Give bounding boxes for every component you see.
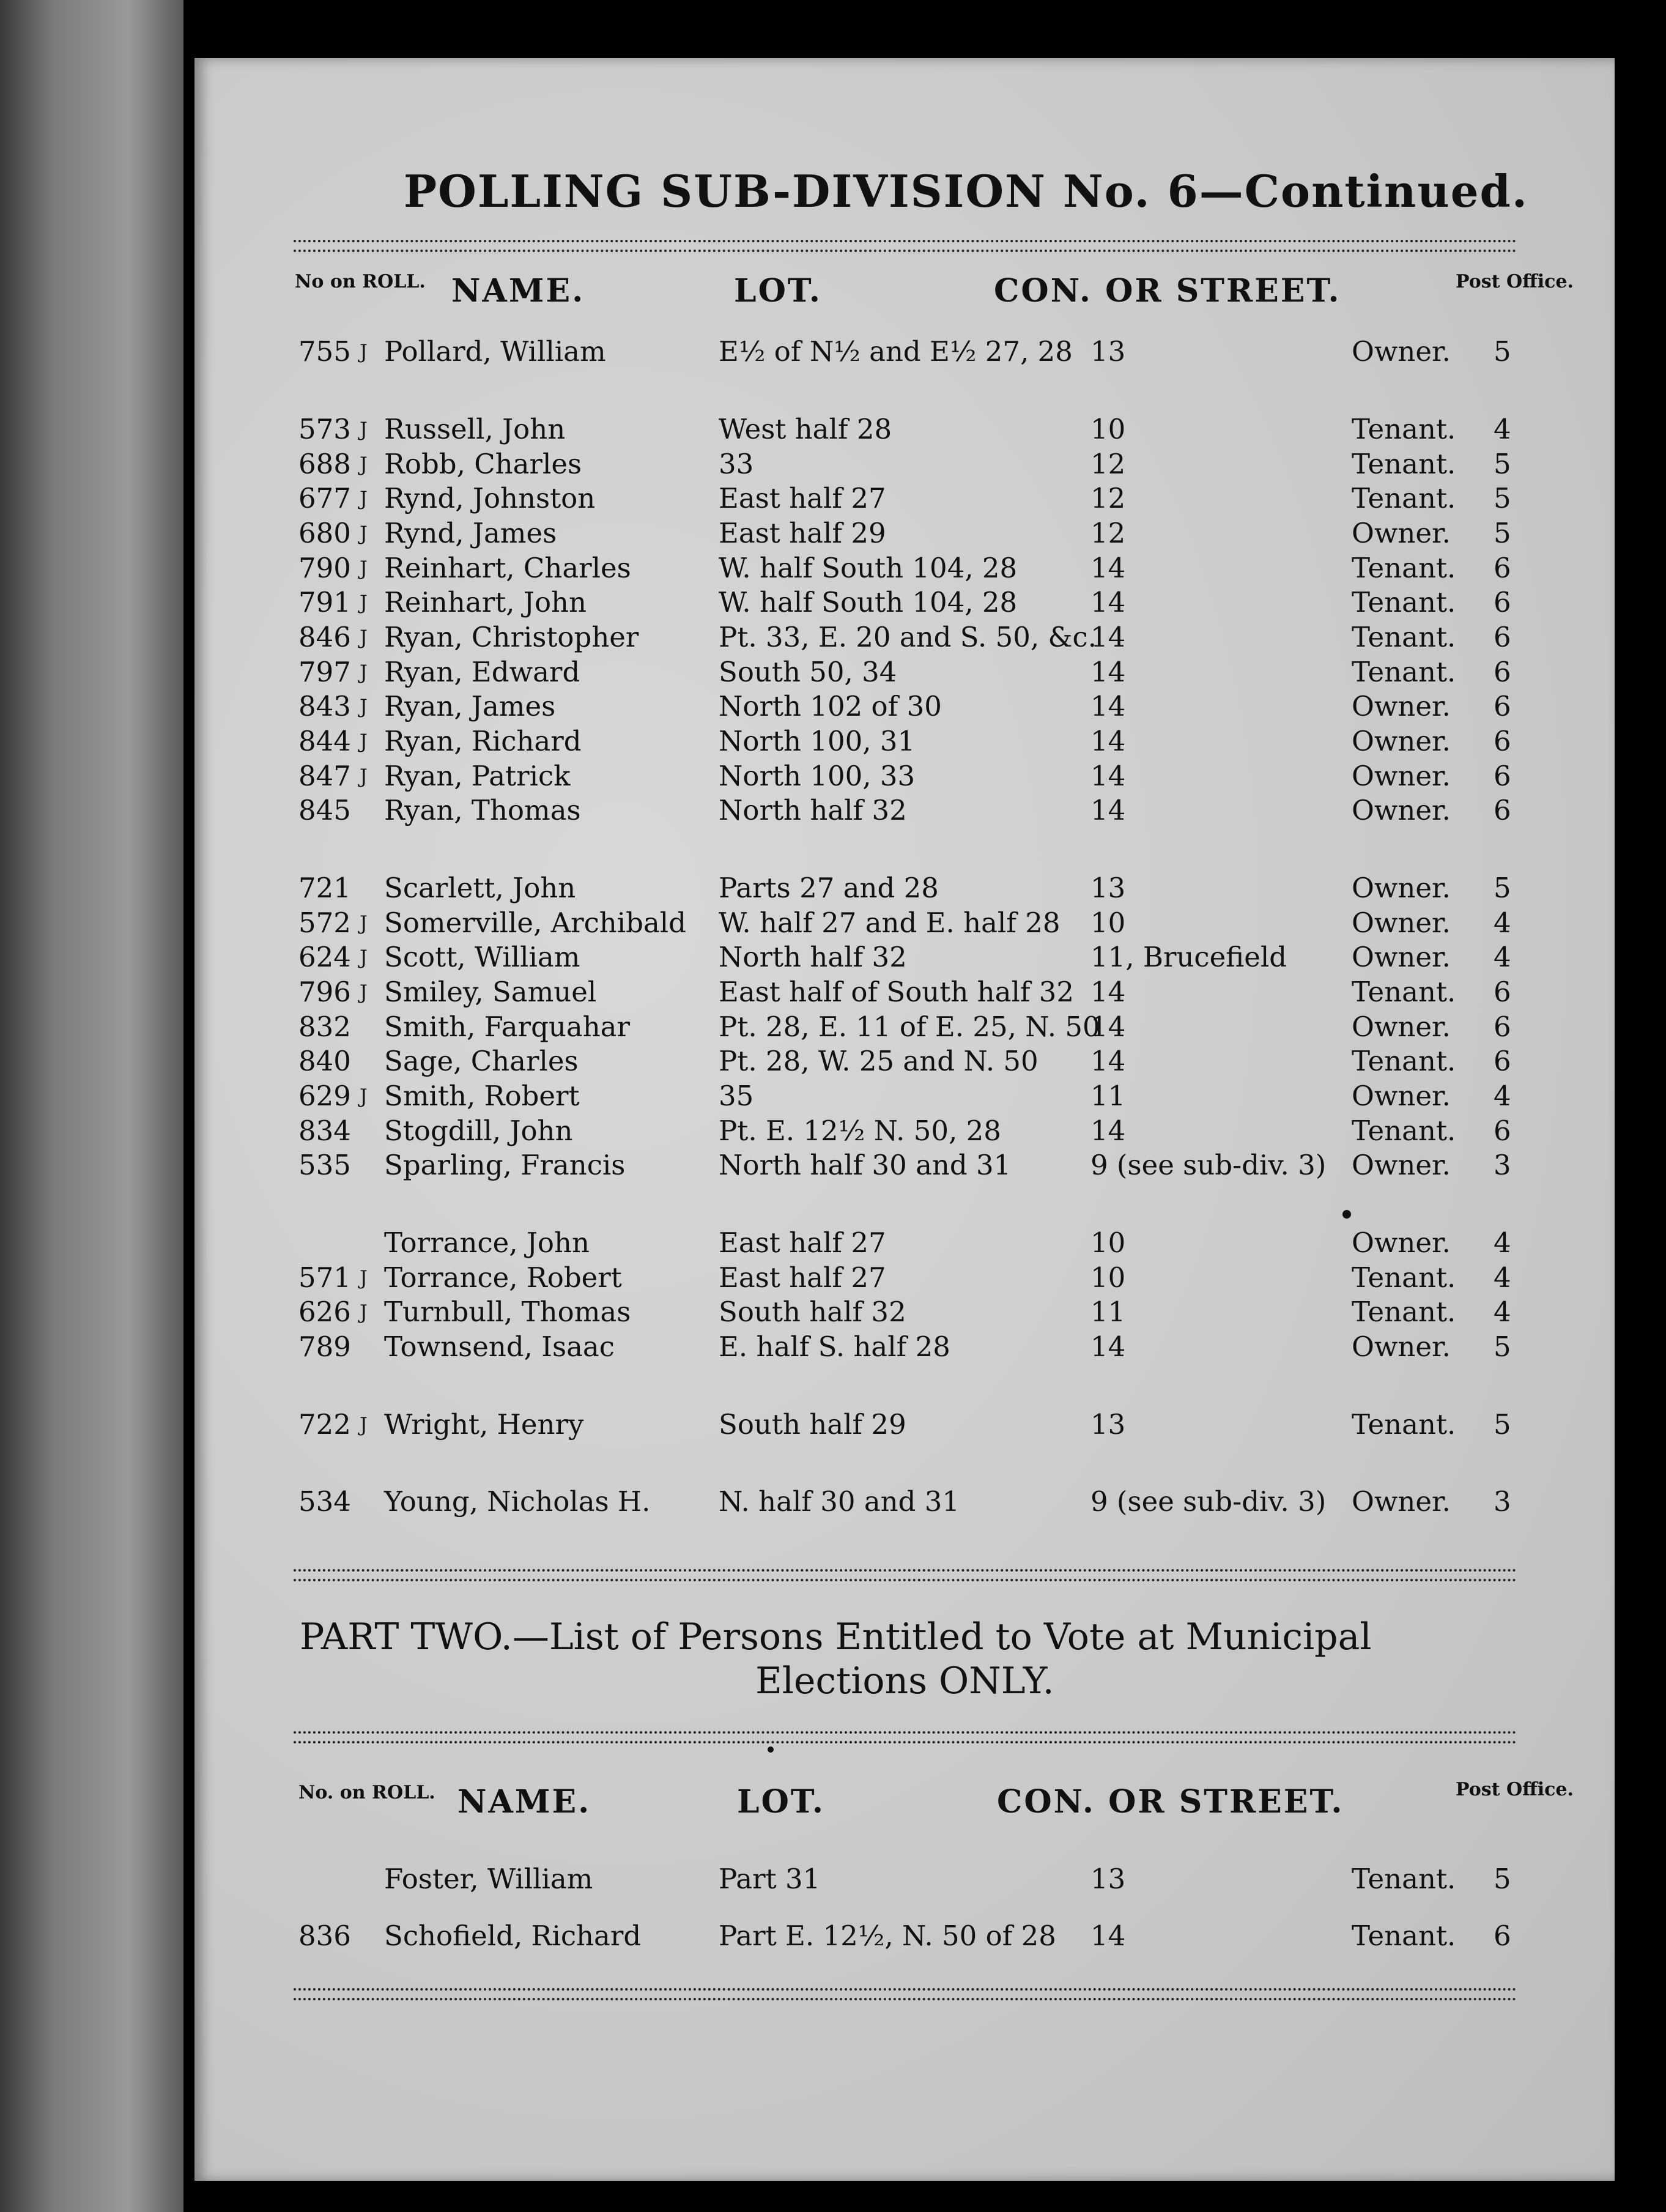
cell-no: 789 [298,1331,351,1363]
header-con-or-street: CON. OR STREET. [994,272,1341,310]
cell-po: 5 [1494,335,1511,368]
cell-con: 14 [1090,725,1126,757]
cell-no: 535 [298,1149,351,1181]
cell-con: 14 [1090,1331,1126,1363]
cell-no: 677 [298,482,351,514]
cell-lot: North half 30 and 31 [719,1149,1012,1181]
cell-con: 10 [1090,1227,1126,1259]
cell-no: 680 [298,517,351,549]
cell-lot: 35 [719,1080,754,1112]
cell-status: Owner. [1352,1485,1451,1518]
cell-name: Rynd, Johnston [384,482,596,514]
cell-status: Tenant. [1352,482,1456,514]
cell-po: 6 [1494,760,1511,792]
cell-no: 572 [298,907,351,939]
cell-lot: E. half S. half 28 [719,1331,950,1363]
cell-no: 834 [298,1115,351,1147]
cell-name: Sage, Charles [384,1045,579,1077]
cell-j: J [360,1085,368,1108]
table-row [0,1296,1666,1330]
cell-lot: W. half South 104, 28 [719,586,1018,618]
cell-name: Turnbull, Thomas [384,1296,631,1328]
cell-no: 844 [298,725,351,757]
cell-lot: Pt. 33, E. 20 and S. 50, &c. [719,621,1097,653]
cell-con: 14 [1090,760,1126,792]
cell-po: 5 [1494,1408,1511,1441]
table-row [0,1485,1666,1520]
cell-lot: Part E. 12½, N. 50 of 28 [719,1920,1056,1952]
cell-no: 796 [298,976,351,1008]
section-divider [294,1569,1517,1581]
table-row [0,794,1666,828]
table-row [0,941,1666,975]
cell-name: Foster, William [384,1863,593,1895]
cell-po: 6 [1494,1011,1511,1043]
table-row [0,1261,1666,1296]
cell-con: 10 [1090,1261,1126,1294]
cell-status: Tenant. [1352,448,1456,480]
cell-name: Torrance, John [384,1227,590,1259]
table-row [0,586,1666,620]
cell-status: Owner. [1352,1227,1451,1259]
cell-lot: W. half 27 and E. half 28 [719,907,1061,939]
cell-status: Tenant. [1352,1296,1456,1328]
cell-con: 14 [1090,794,1126,826]
cell-name: Reinhart, Charles [384,552,631,584]
cell-po: 4 [1494,1296,1511,1328]
table-row [0,976,1666,1010]
cell-j: J [360,1266,368,1290]
part-two-line2: Elections ONLY. [755,1660,1054,1702]
cell-po: 6 [1494,1920,1511,1952]
cell-no: 840 [298,1045,351,1077]
cell-name: Townsend, Isaac [384,1331,615,1363]
cell-j: J [360,557,368,580]
cell-lot: North 100, 31 [719,725,916,757]
cell-con: 10 [1090,413,1126,445]
cell-j: J [360,730,368,753]
cell-po: 3 [1494,1485,1511,1518]
table-row [0,482,1666,516]
header-name: NAME. [451,272,585,310]
table-row [0,1080,1666,1114]
ink-speck [1342,1210,1351,1219]
cell-con: 14 [1090,586,1126,618]
cell-status: Owner. [1352,690,1451,722]
ink-speck [768,1746,774,1753]
cell-po: 3 [1494,1149,1511,1181]
page-title: POLLING SUB-DIVISION No. 6—Continued. [404,165,1528,217]
part-two-divider [294,1731,1517,1743]
cell-status: Tenant. [1352,976,1456,1008]
table-row [0,552,1666,586]
cell-po: 6 [1494,621,1511,653]
cell-j: J [360,487,368,510]
header-post-office: Post Office. [1456,271,1574,292]
table-row [0,872,1666,906]
cell-no: 629 [298,1080,351,1112]
cell-po: 5 [1494,448,1511,480]
cell-lot: Pt. 28, E. 11 of E. 25, N. 50 [719,1011,1100,1043]
cell-con: 12 [1090,517,1126,549]
cell-status: Owner. [1352,907,1451,939]
cell-name: Smiley, Samuel [384,976,597,1008]
cell-no: 847 [298,760,351,792]
p2-header-lot: LOT. [737,1783,825,1820]
cell-no: 624 [298,941,351,973]
cell-name: Russell, John [384,413,566,445]
cell-lot: 33 [719,448,754,480]
table-row [0,1920,1666,1954]
cell-status: Tenant. [1352,1863,1456,1895]
cell-po: 4 [1494,907,1511,939]
cell-status: Owner. [1352,760,1451,792]
cell-name: Stogdill, John [384,1115,573,1147]
table-row [0,1011,1666,1045]
cell-con: 9 (see sub-div. 3) [1090,1485,1327,1518]
cell-po: 6 [1494,1045,1511,1077]
cell-po: 6 [1494,690,1511,722]
cell-name: Torrance, Robert [384,1261,622,1294]
table-row [0,725,1666,759]
bottom-divider [294,1988,1517,2000]
cell-lot: North half 32 [719,941,907,973]
cell-no: 721 [298,872,351,904]
p2-header-post-office: Post Office. [1456,1779,1574,1800]
cell-status: Tenant. [1352,1115,1456,1147]
cell-con: 14 [1090,1011,1126,1043]
p2-header-con-or-street: CON. OR STREET. [997,1783,1344,1820]
cell-con: 14 [1090,552,1126,584]
cell-po: 5 [1494,482,1511,514]
cell-name: Reinhart, John [384,586,587,618]
cell-j: J [360,765,368,788]
cell-status: Owner. [1352,725,1451,757]
table-row [0,1331,1666,1365]
cell-no: 836 [298,1920,351,1952]
cell-po: 4 [1494,1080,1511,1112]
cell-lot: North half 32 [719,794,907,826]
part-two-heading [300,1615,1523,1703]
cell-status: Owner. [1352,517,1451,549]
cell-status: Owner. [1352,941,1451,973]
cell-name: Ryan, Edward [384,656,580,688]
cell-status: Owner. [1352,1331,1451,1363]
cell-name: Ryan, Thomas [384,794,581,826]
cell-name: Wright, Henry [384,1408,584,1441]
cell-con: 10 [1090,907,1126,939]
cell-no: 832 [298,1011,351,1043]
cell-lot: Part 31 [719,1863,821,1895]
cell-name: Somerville, Archibald [384,907,686,939]
table-row [0,1045,1666,1079]
cell-status: Tenant. [1352,1261,1456,1294]
cell-name: Ryan, Richard [384,725,582,757]
cell-con: 11, Brucefield [1090,941,1287,973]
cell-po: 6 [1494,552,1511,584]
cell-no: 755 [298,335,351,368]
cell-no: 688 [298,448,351,480]
cell-name: Scarlett, John [384,872,576,904]
cell-lot: East half 29 [719,517,886,549]
cell-name: Pollard, William [384,335,606,368]
cell-name: Smith, Farquahar [384,1011,631,1043]
table-row [0,517,1666,551]
part-two-line1: PART TWO.—List of Persons Entitled to Vote at Municipal [300,1616,1372,1658]
cell-no: 791 [298,586,351,618]
header-lot: LOT. [734,272,822,310]
cell-name: Ryan, James [384,690,556,722]
cell-j: J [360,340,368,363]
cell-status: Owner. [1352,1149,1451,1181]
cell-con: 13 [1090,1408,1126,1441]
cell-po: 6 [1494,976,1511,1008]
cell-status: Tenant. [1352,621,1456,653]
cell-j: J [360,1301,368,1324]
cell-status: Owner. [1352,335,1451,368]
cell-name: Schofield, Richard [384,1920,642,1952]
cell-con: 12 [1090,482,1126,514]
cell-name: Smith, Robert [384,1080,580,1112]
cell-no: 843 [298,690,351,722]
cell-no: 573 [298,413,351,445]
cell-j: J [360,695,368,718]
cell-lot: E½ of N½ and E½ 27, 28 [719,335,1073,368]
cell-status: Tenant. [1352,1408,1456,1441]
cell-po: 5 [1494,872,1511,904]
cell-j: J [360,522,368,545]
cell-lot: Pt. 28, W. 25 and N. 50 [719,1045,1038,1077]
table-row [0,690,1666,724]
p2-header-no-on-roll: No. on ROLL. [298,1782,435,1803]
cell-name: Robb, Charles [384,448,582,480]
cell-lot: West half 28 [719,413,892,445]
cell-po: 5 [1494,1331,1511,1363]
cell-po: 5 [1494,517,1511,549]
cell-lot: North 100, 33 [719,760,916,792]
cell-j: J [360,626,368,649]
cell-name: Ryan, Christopher [384,621,639,653]
table-row [0,448,1666,482]
cell-name: Scott, William [384,941,580,973]
table-row [0,413,1666,447]
table-row [0,1408,1666,1442]
cell-po: 6 [1494,1115,1511,1147]
cell-lot: N. half 30 and 31 [719,1485,960,1518]
cell-lot: W. half South 104, 28 [719,552,1018,584]
cell-po: 4 [1494,413,1511,445]
cell-lot: Pt. E. 12½ N. 50, 28 [719,1115,1001,1147]
cell-status: Tenant. [1352,656,1456,688]
cell-j: J [360,591,368,614]
cell-con: 14 [1090,656,1126,688]
cell-status: Tenant. [1352,1920,1456,1952]
cell-name: Ryan, Patrick [384,760,571,792]
cell-con: 12 [1090,448,1126,480]
cell-con: 13 [1090,335,1126,368]
cell-po: 6 [1494,656,1511,688]
cell-no: 626 [298,1296,351,1328]
cell-status: Owner. [1352,872,1451,904]
cell-con: 14 [1090,1920,1126,1952]
cell-con: 11 [1090,1080,1126,1112]
cell-j: J [360,911,368,935]
cell-lot: South 50, 34 [719,656,897,688]
cell-no: 571 [298,1261,351,1294]
cell-lot: Parts 27 and 28 [719,872,939,904]
cell-po: 4 [1494,941,1511,973]
cell-no: 534 [298,1485,351,1518]
cell-lot: South half 32 [719,1296,906,1328]
cell-po: 6 [1494,725,1511,757]
cell-lot: East half of South half 32 [719,976,1075,1008]
cell-j: J [360,453,368,476]
table-row [0,621,1666,655]
cell-name: Rynd, James [384,517,557,549]
cell-lot: South half 29 [719,1408,906,1441]
cell-no: 722 [298,1408,351,1441]
cell-lot: East half 27 [719,1261,886,1294]
cell-no: 797 [298,656,351,688]
cell-po: 6 [1494,794,1511,826]
cell-j: J [360,946,368,969]
cell-con: 11 [1090,1296,1126,1328]
table-row [0,1227,1666,1261]
table-row [0,760,1666,794]
top-divider [294,240,1517,252]
table-row [0,335,1666,369]
cell-j: J [360,418,368,441]
cell-status: Owner. [1352,794,1451,826]
cell-con: 14 [1090,690,1126,722]
cell-con: 14 [1090,976,1126,1008]
cell-no: 846 [298,621,351,653]
table-row [0,1115,1666,1149]
cell-lot: North 102 of 30 [719,690,942,722]
cell-status: Tenant. [1352,1045,1456,1077]
table-row [0,656,1666,690]
cell-no: 790 [298,552,351,584]
cell-j: J [360,661,368,684]
cell-con: 13 [1090,872,1126,904]
cell-con: 9 (see sub-div. 3) [1090,1149,1327,1181]
table-row [0,1149,1666,1183]
cell-j: J [360,981,368,1004]
table-row [0,907,1666,941]
p2-header-name: NAME. [457,1783,591,1820]
cell-status: Tenant. [1352,586,1456,618]
cell-con: 14 [1090,621,1126,653]
cell-po: 4 [1494,1227,1511,1259]
cell-no: 845 [298,794,351,826]
cell-con: 14 [1090,1115,1126,1147]
header-no-on-roll: No on ROLL. [295,271,426,292]
cell-status: Owner. [1352,1080,1451,1112]
cell-status: Tenant. [1352,552,1456,584]
cell-status: Owner. [1352,1011,1451,1043]
cell-j: J [360,1413,368,1436]
cell-lot: East half 27 [719,482,886,514]
cell-name: Young, Nicholas H. [384,1485,651,1518]
cell-lot: East half 27 [719,1227,886,1259]
cell-po: 6 [1494,586,1511,618]
cell-po: 4 [1494,1261,1511,1294]
table-row [0,1863,1666,1897]
cell-con: 14 [1090,1045,1126,1077]
cell-con: 13 [1090,1863,1126,1895]
cell-po: 5 [1494,1863,1511,1895]
cell-status: Tenant. [1352,413,1456,445]
cell-name: Sparling, Francis [384,1149,626,1181]
